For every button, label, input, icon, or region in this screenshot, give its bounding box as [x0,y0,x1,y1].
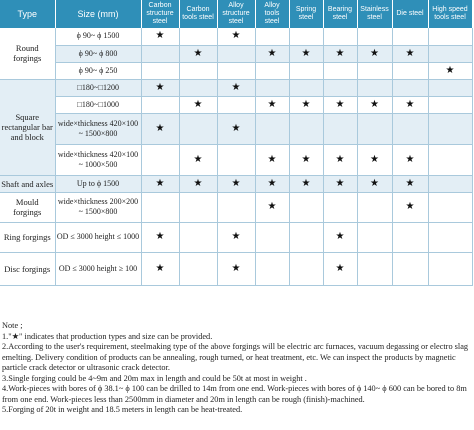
type-cell-mould: Mould forgings [0,192,55,222]
notes-heading: Note ; [2,321,23,330]
size-cell: OD ≤ 3000 height ≤ 1000 [55,222,141,252]
star-mark: ★ [289,175,323,192]
header-spring: Spring steel [289,0,323,28]
empty-cell [428,252,472,285]
type-cell-square: Square rectangular bar and block [0,79,55,175]
empty-cell [179,28,217,45]
table-row [0,192,472,222]
type-cell-disc: Disc forgings [0,252,55,285]
empty-cell [179,252,217,285]
table-row [0,113,472,144]
empty-cell [428,45,472,62]
empty-cell [141,144,179,175]
empty-cell [255,62,289,79]
empty-cell [323,113,357,144]
empty-cell [357,222,392,252]
empty-cell [289,62,323,79]
empty-cell [323,79,357,96]
type-cell-ring: Ring forgings [0,222,55,252]
empty-cell [289,79,323,96]
empty-cell [428,28,472,45]
empty-cell [323,28,357,45]
size-cell: □180~□1000 [55,96,141,113]
size-cell: ϕ 90~ ϕ 1500 [55,28,141,45]
empty-cell [428,96,472,113]
empty-cell [141,192,179,222]
empty-cell [357,192,392,222]
star-mark: ★ [217,252,255,285]
star-mark: ★ [217,113,255,144]
star-mark: ★ [255,175,289,192]
size-cell: OD ≤ 3000 height ≥ 100 [55,252,141,285]
star-mark: ★ [392,45,428,62]
star-mark: ★ [323,144,357,175]
empty-cell [255,28,289,45]
empty-cell [179,192,217,222]
size-cell: ϕ 90~ ϕ 250 [55,62,141,79]
type-cell-shaft: Shaft and axles [0,175,55,192]
empty-cell [289,192,323,222]
empty-cell [255,113,289,144]
size-cell: Up to ϕ 1500 [55,175,141,192]
star-mark: ★ [141,113,179,144]
star-mark: ★ [392,144,428,175]
empty-cell [357,79,392,96]
star-mark: ★ [357,144,392,175]
star-mark: ★ [323,175,357,192]
star-mark: ★ [289,45,323,62]
star-mark: ★ [179,45,217,62]
empty-cell [141,62,179,79]
empty-cell [392,113,428,144]
empty-cell [179,79,217,96]
star-mark: ★ [357,45,392,62]
empty-cell [323,62,357,79]
empty-cell [141,96,179,113]
empty-cell [428,144,472,175]
empty-cell [179,113,217,144]
star-mark: ★ [255,192,289,222]
notes-section [2,321,472,416]
star-mark: ★ [141,222,179,252]
table-row [0,28,472,45]
empty-cell [179,222,217,252]
star-mark: ★ [323,222,357,252]
note-line: 2.According to the user's requirement, steelmaking type of the above forgings will be electric arc furnaces, vacuum degassing or electro slag emelting. Delivery condition of products can be annealing, rough turned, or heat treatment, etc. We can inspect the products by magnetic particle crack detector or ultrasonic crack detector. [2,342,469,372]
size-cell: wide×thickness 420×100 ~ 1000×500 [55,144,141,175]
star-mark: ★ [323,96,357,113]
size-cell: wide×thickness 420×100 ~ 1500×800 [55,113,141,144]
empty-cell [255,79,289,96]
star-mark: ★ [323,45,357,62]
empty-cell [141,45,179,62]
empty-cell [428,79,472,96]
type-cell-round: Round forgings [0,28,55,79]
size-cell: ϕ 90~ ϕ 800 [55,45,141,62]
star-mark: ★ [289,96,323,113]
star-mark: ★ [217,222,255,252]
star-mark: ★ [255,45,289,62]
header-carbon-tools: Carbon tools steel [179,0,217,28]
star-mark: ★ [217,175,255,192]
star-mark: ★ [179,144,217,175]
empty-cell [392,28,428,45]
header-stainless: Stainless steel [357,0,392,28]
star-mark: ★ [428,62,472,79]
empty-cell [179,62,217,79]
star-mark: ★ [357,175,392,192]
empty-cell [392,252,428,285]
star-mark: ★ [217,79,255,96]
star-mark: ★ [392,96,428,113]
star-mark: ★ [141,252,179,285]
empty-cell [217,45,255,62]
star-mark: ★ [255,144,289,175]
star-mark: ★ [141,175,179,192]
star-mark: ★ [357,96,392,113]
note-line: 5.Forging of 20t in weight and 18.5 meters in length can be heat-treated. [2,405,243,414]
note-line: 3.Single forging could be 4~9m and 20m max in length and could be 50t at most in weight . [2,373,307,383]
table-row [0,62,472,79]
star-mark: ★ [141,28,179,45]
star-mark: ★ [141,79,179,96]
header-alloy-tools: Alloy tools steel [255,0,289,28]
empty-cell [217,62,255,79]
empty-cell [289,222,323,252]
star-mark: ★ [323,252,357,285]
empty-cell [428,175,472,192]
star-mark: ★ [179,175,217,192]
header-high-speed-tools: High speed tools steel [428,0,472,28]
star-mark: ★ [289,144,323,175]
empty-cell [289,252,323,285]
empty-cell [428,192,472,222]
star-mark: ★ [217,28,255,45]
star-mark: ★ [392,175,428,192]
header-die: Die steel [392,0,428,28]
header-alloy-structure: Alloy structure steel [217,0,255,28]
empty-cell [217,144,255,175]
empty-cell [357,62,392,79]
empty-cell [323,192,357,222]
star-mark: ★ [255,96,289,113]
empty-cell [357,113,392,144]
table-row [0,96,472,113]
header-carbon-structure: Carbon structure steel [141,0,179,28]
empty-cell [392,62,428,79]
table-row [0,252,472,285]
empty-cell [217,96,255,113]
header-size: Size (mm) [55,0,141,28]
empty-cell [255,252,289,285]
header-row [0,0,472,28]
empty-cell [357,252,392,285]
empty-cell [428,113,472,144]
note-line: 1."★" indicates that production types and size can be provided. [2,331,213,341]
empty-cell [392,222,428,252]
empty-cell [357,28,392,45]
table-row [0,144,472,175]
table-row [0,222,472,252]
empty-cell [217,192,255,222]
header-bearing: Bearing steel [323,0,357,28]
table-row [0,79,472,96]
note-line: 4.Work-pieces with bores of ϕ 38.1~ ϕ 100 can be drilled to 14m from one end. Work-pieces with bores of ϕ 140~ ϕ 600 can be bored to 8m from one end. Work-pieces less than 2500mm in diameter and 20m in length can be rough (finish)-machined. [2,384,467,404]
size-cell: wide×thickness 200×200 ~ 1500×800 [55,192,141,222]
empty-cell [255,222,289,252]
empty-cell [392,79,428,96]
empty-cell [289,28,323,45]
empty-cell [289,113,323,144]
header-type: Type [0,0,55,28]
empty-cell [428,222,472,252]
star-mark: ★ [179,96,217,113]
table-row [0,175,472,192]
star-mark: ★ [392,192,428,222]
size-cell: □180~□1200 [55,79,141,96]
table-row [0,45,472,62]
